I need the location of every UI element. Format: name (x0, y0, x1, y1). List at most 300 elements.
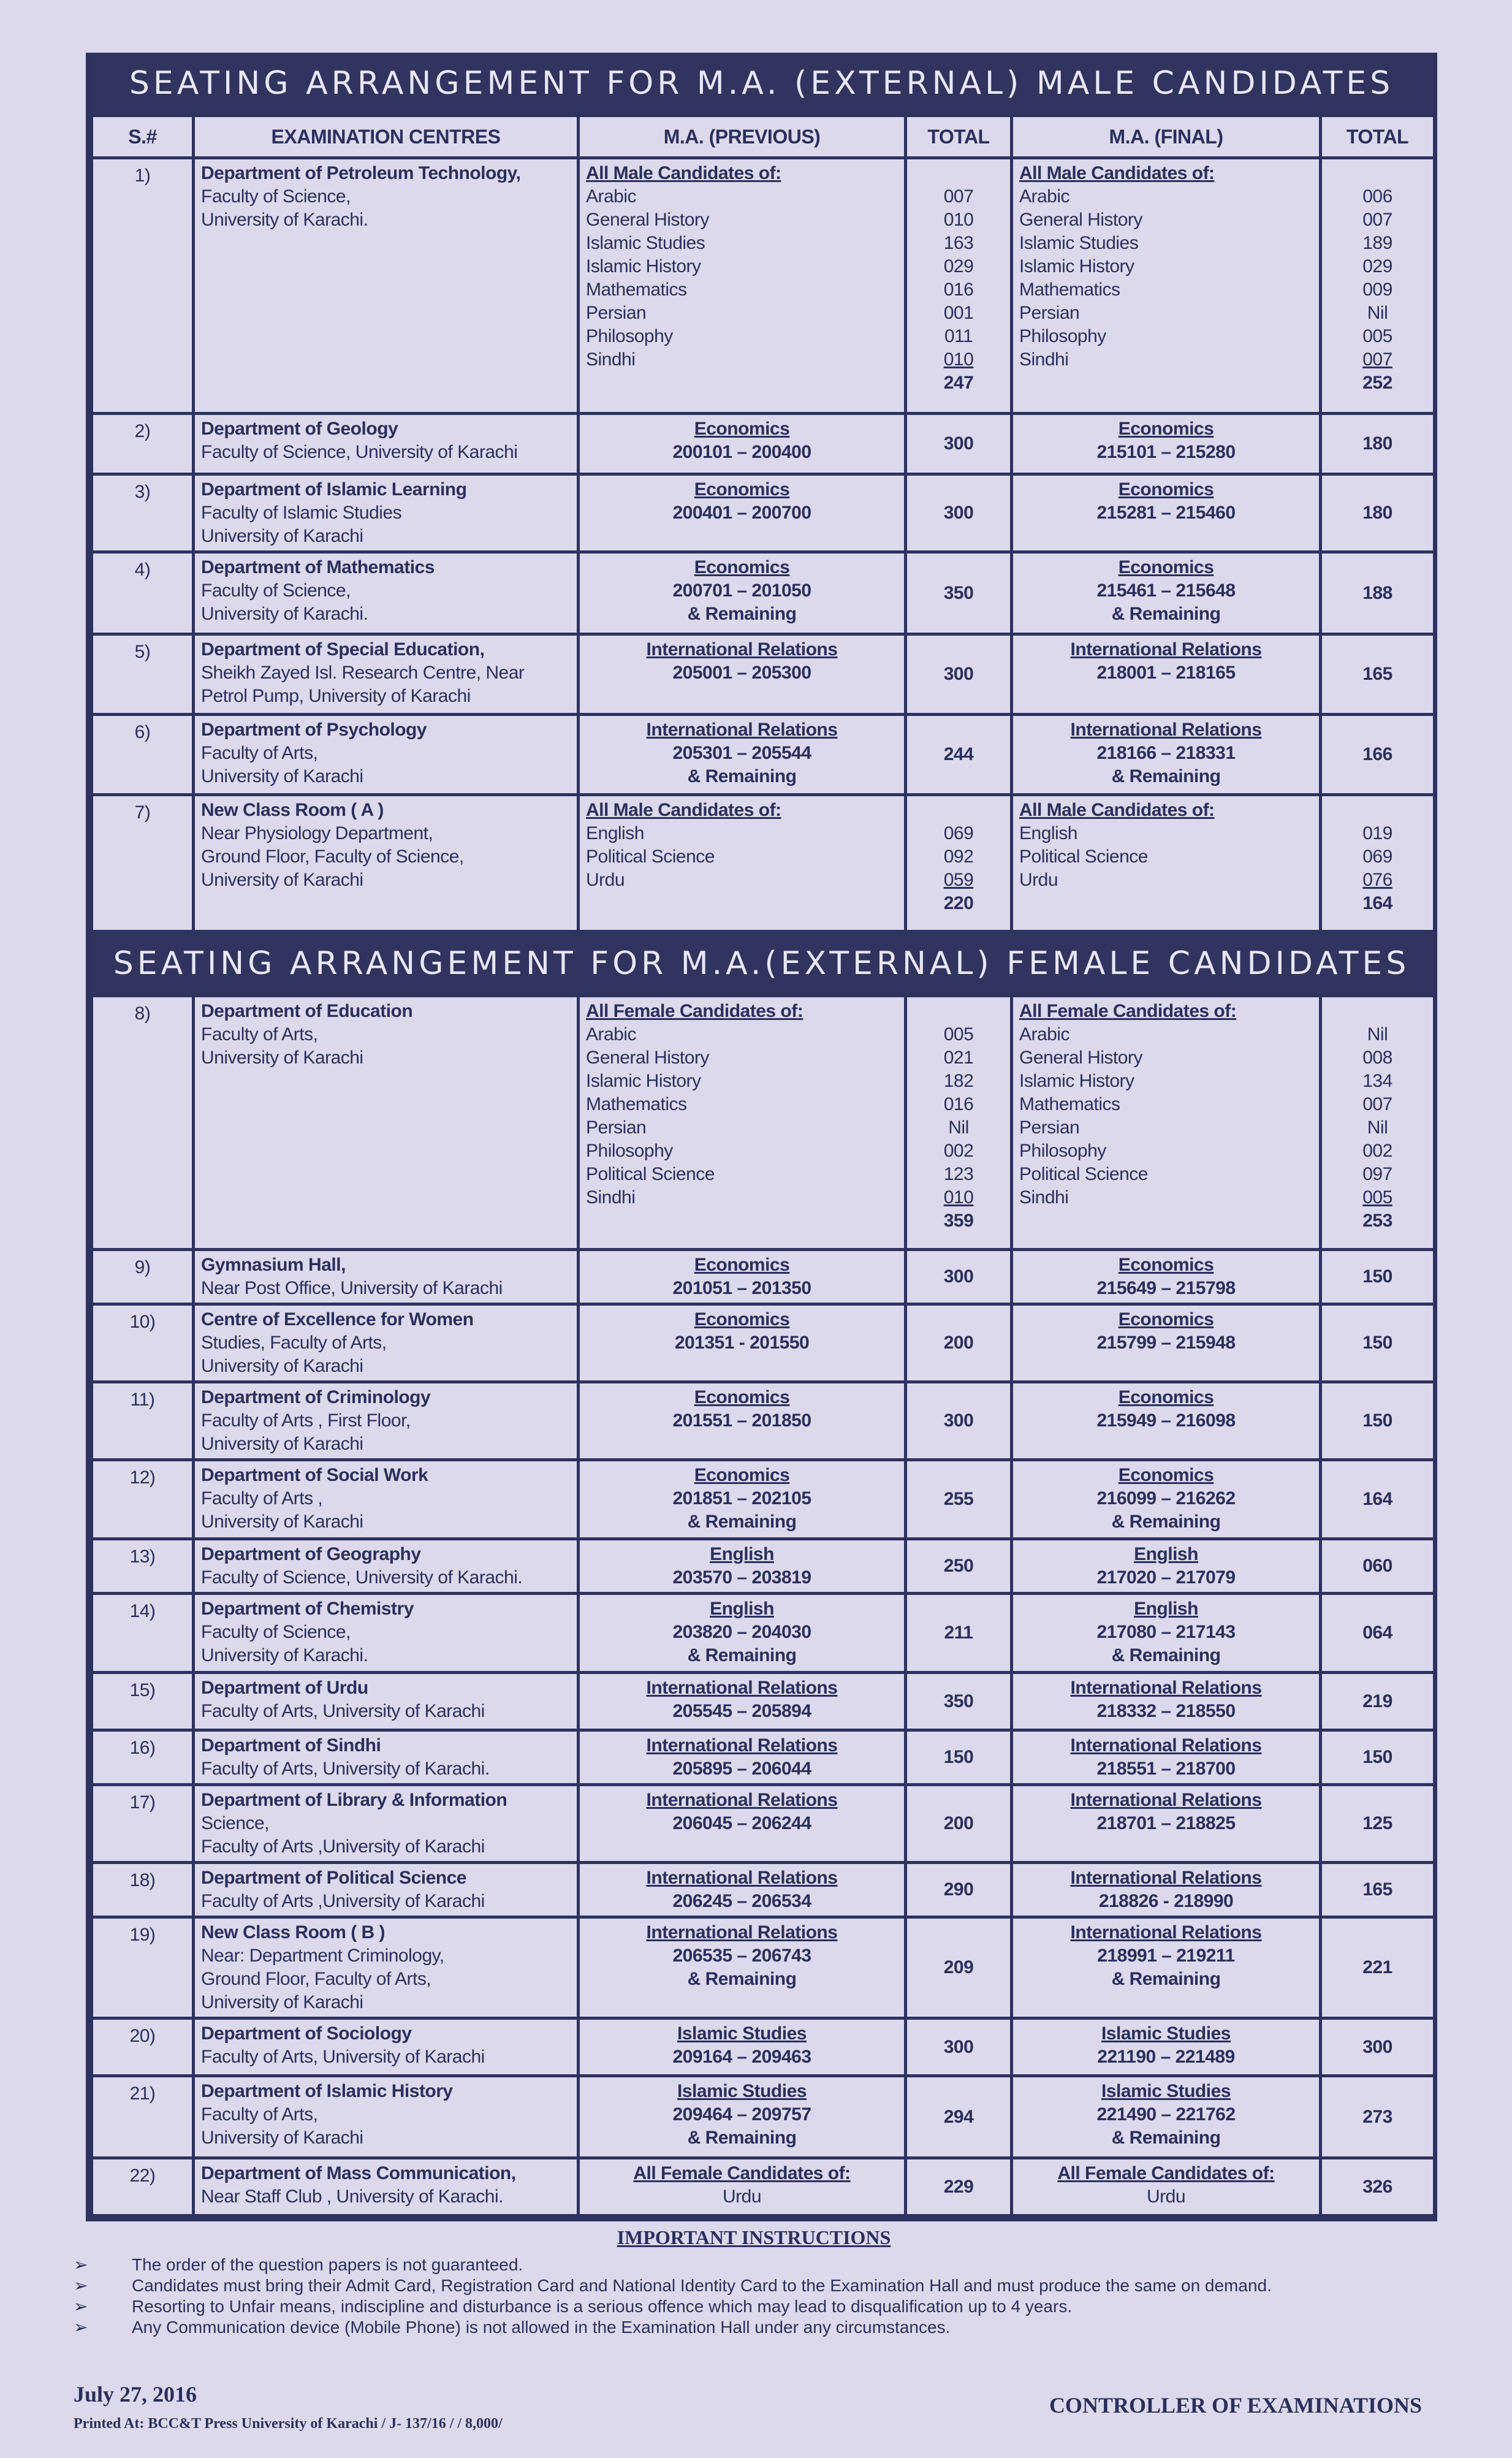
examination-centre (194, 2019, 579, 2076)
subject-name: Urdu (722, 2186, 762, 2207)
total-count: 150 (1362, 1747, 1392, 1767)
serial-number: 2) (92, 414, 194, 474)
centre-name: Department of Sindhi (201, 1735, 381, 1756)
ma-previous-cell (579, 1863, 906, 1917)
centre-name: Department of Psychology (201, 720, 427, 740)
male-section-title: SEATING ARRANGEMENT FOR M.A. (EXTERNAL) MALE CANDIDATES (90, 53, 1433, 114)
ma-final-cell (1012, 2076, 1321, 2158)
centre-address: Faculty of Arts, University of Karachi. (201, 1759, 490, 1779)
ma-final-cell (1012, 795, 1321, 932)
ma-final-cell (1012, 1304, 1321, 1382)
serial-number: 7) (92, 795, 194, 932)
ma-final-total (1321, 552, 1435, 634)
roll-number-range: 215799 – 215948 (1096, 1333, 1236, 1353)
ma-previous-cell (579, 414, 906, 474)
total-count: 150 (943, 1747, 974, 1767)
centre-address: University of Karachi (201, 1048, 363, 1068)
subject-name: Mathematics (586, 1094, 687, 1114)
footer-left (74, 2381, 503, 2433)
instruction-item (74, 2296, 1434, 2317)
header-centres: EXAMINATION CENTRES (194, 116, 579, 158)
subject-count: 134 (1362, 1071, 1392, 1091)
count-spacer (1328, 799, 1427, 822)
ma-previous-total (906, 2158, 1012, 2216)
ma-previous-total (906, 1250, 1012, 1304)
ma-final-total (1321, 2158, 1435, 2216)
ma-final-cell (1012, 715, 1321, 795)
total-count: 300 (943, 1410, 974, 1431)
centre-address: Faculty of Arts ,University of Karachi (201, 1891, 485, 1911)
examination-centre (194, 1382, 579, 1460)
ma-previous-cell (579, 996, 906, 1250)
serial-number: 22) (92, 2158, 194, 2216)
subject-name: Sindhi (586, 1187, 636, 1208)
table-row (92, 1917, 1435, 2019)
subject-name: Philosophy (1019, 1141, 1106, 1161)
instruction-text: Resorting to Unfair means, indiscipline and disturbance is a serious offence which may lead to disqualification up to 4 years. (132, 2297, 1073, 2316)
ma-final-cell (1012, 2158, 1321, 2216)
total-count: 150 (1362, 1410, 1392, 1431)
ma-previous-total (906, 1673, 1012, 1730)
ma-final-cell (1012, 1863, 1321, 1917)
centre-address: Sheikh Zayed Isl. Research Centre, Near (201, 663, 525, 683)
centre-name: Centre of Excellence for Women (201, 1309, 474, 1330)
total-count: 220 (943, 893, 974, 913)
ma-final-total (1321, 795, 1435, 932)
table-row (92, 2019, 1435, 2076)
ma-previous-cell (579, 1594, 906, 1673)
count-spacer (913, 799, 1004, 822)
centre-name: Department of Sociology (201, 2023, 412, 2044)
centre-address: Studies, Faculty of Arts, (201, 1333, 387, 1353)
subject-name: Sindhi (1019, 349, 1069, 370)
instruction-item (74, 2275, 1434, 2296)
ma-final-total (1321, 1730, 1435, 1785)
subject-count: Nil (948, 1117, 969, 1138)
subject-name: Arabic (586, 186, 637, 207)
table-row (92, 634, 1435, 715)
header-final: M.A. (FINAL) (1012, 116, 1321, 158)
total-count: 166 (1362, 744, 1392, 764)
centre-address: University of Karachi (201, 870, 363, 890)
examination-centre (194, 1539, 579, 1594)
total-count: 350 (943, 582, 974, 603)
column-heading: Economics (694, 1255, 790, 1275)
centre-address: University of Karachi (201, 1512, 363, 1532)
subject-name: General History (1019, 1048, 1142, 1068)
subject-name: Islamic History (1019, 1071, 1134, 1091)
subject-count: 029 (1362, 256, 1392, 276)
subject-name: Political Science (586, 847, 715, 867)
subject-name: English (1019, 823, 1077, 843)
subject-count: 010 (943, 1187, 974, 1208)
total-count: 350 (943, 1691, 974, 1711)
ma-final-total (1321, 2076, 1435, 2158)
subject-count: 006 (1362, 186, 1392, 207)
ma-previous-cell (579, 1382, 906, 1460)
column-heading: Economics (694, 1309, 790, 1330)
subject-count: 007 (1362, 210, 1392, 230)
roll-number-range: 217020 – 217079 (1096, 1567, 1236, 1588)
subject-name: Urdu (1146, 2186, 1186, 2207)
column-heading: International Relations (1070, 1790, 1262, 1810)
subject-name: Persian (586, 1117, 647, 1138)
ma-final-cell (1012, 996, 1321, 1250)
centre-address: Faculty of Science, University of Karachi (201, 442, 518, 462)
ma-previous-cell (579, 715, 906, 795)
subject-count: 021 (943, 1048, 974, 1068)
centre-address: Faculty of Arts , (201, 1488, 323, 1509)
table-row (92, 552, 1435, 634)
issue-date: July 27, 2016 (74, 2382, 197, 2407)
subject-count: 002 (1362, 1141, 1392, 1161)
ma-final-cell (1012, 414, 1321, 474)
centre-address: Ground Floor, Faculty of Science, (201, 847, 464, 867)
total-count: 326 (1362, 2176, 1392, 2197)
subject-name: General History (586, 1048, 709, 1068)
ma-final-total (1321, 1382, 1435, 1460)
ma-previous-total (906, 474, 1012, 552)
centre-address: Faculty of Islamic Studies (201, 503, 402, 523)
subject-count: 163 (943, 233, 974, 253)
serial-number: 3) (92, 474, 194, 552)
subject-name: Arabic (1019, 1024, 1070, 1044)
ma-previous-total (906, 414, 1012, 474)
count-spacer (1328, 162, 1427, 185)
column-heading: Economics (1118, 1255, 1214, 1275)
ma-previous-total (906, 1539, 1012, 1594)
ma-final-cell (1012, 1382, 1321, 1460)
subject-count: 029 (943, 256, 974, 276)
column-heading: Economics (694, 1465, 790, 1485)
subject-name: Urdu (1019, 870, 1058, 890)
ma-final-total (1321, 1785, 1435, 1863)
serial-number: 1) (92, 158, 194, 414)
examination-centre (194, 1863, 579, 1917)
ma-previous-cell (579, 1785, 906, 1863)
female-section-title: SEATING ARRANGEMENT FOR M.A.(EXTERNAL) FEMALE CANDIDATES (90, 933, 1433, 994)
subject-name: Sindhi (1019, 1187, 1069, 1208)
ma-final-cell (1012, 1785, 1321, 1863)
total-count: 255 (943, 1489, 974, 1509)
subject-count: 001 (943, 303, 974, 323)
roll-number-range: 218166 – 218331 (1096, 743, 1236, 763)
centre-address: Faculty of Science, University of Karachi. (201, 1567, 523, 1588)
total-count: 211 (944, 1623, 973, 1643)
column-heading: International Relations (1070, 1678, 1262, 1698)
column-heading: All Female Candidates of: (586, 1001, 803, 1021)
table-row (92, 1785, 1435, 1863)
roll-number-range: 217080 – 217143 (1096, 1622, 1236, 1642)
serial-number: 8) (92, 996, 194, 1250)
seating-arrangement-table (86, 53, 1437, 2221)
ma-final-total (1321, 715, 1435, 795)
examination-centre (194, 1594, 579, 1673)
subject-name: Persian (1019, 1117, 1080, 1138)
table-row (92, 2076, 1435, 2158)
total-count: 290 (943, 1879, 974, 1900)
roll-number-range: 215101 – 215280 (1096, 442, 1236, 462)
ma-previous-cell (579, 1304, 906, 1382)
printer-line: Printed At: BCC&T Press University of Karachi / J- 137/16 / / 8,000/ (74, 2416, 503, 2432)
column-heading: Economics (1118, 1387, 1214, 1407)
ma-final-total (1321, 158, 1435, 414)
ma-previous-total (906, 1304, 1012, 1382)
subject-count: 189 (1362, 233, 1392, 253)
subject-name: Mathematics (1019, 280, 1120, 300)
examination-centre (194, 552, 579, 634)
header-previous: M.A. (PREVIOUS) (579, 116, 906, 158)
centre-name: Department of Library & Information (201, 1790, 507, 1810)
ma-final-cell (1012, 1730, 1321, 1785)
subject-count: 019 (1362, 823, 1392, 843)
total-count: 300 (943, 433, 974, 454)
ma-previous-cell (579, 1539, 906, 1594)
ma-previous-total (906, 1460, 1012, 1539)
column-heading: Economics (694, 557, 790, 577)
centre-address: University of Karachi (201, 766, 363, 786)
centre-address: University of Karachi (201, 1356, 363, 1376)
subject-count: 005 (1362, 1187, 1392, 1208)
column-heading: Economics (1118, 557, 1214, 577)
ma-final-total (1321, 1863, 1435, 1917)
subject-count: 010 (943, 210, 974, 230)
roll-number-range: 206045 – 206244 (672, 1813, 811, 1833)
total-count: 150 (1362, 1333, 1392, 1353)
subject-count: 182 (943, 1071, 974, 1091)
subject-name: Islamic Studies (1019, 233, 1139, 253)
total-count: 165 (1362, 1879, 1392, 1900)
remaining-note: & Remaining (1111, 1645, 1221, 1665)
subject-name: Arabic (586, 1024, 637, 1044)
subject-count: 005 (1362, 326, 1392, 346)
ma-final-cell (1012, 1594, 1321, 1673)
instruction-text: Candidates must bring their Admit Card, Registration Card and National Identity Card to the Examination Hall and must produce the same on demand. (132, 2276, 1272, 2295)
roll-number-range: 206535 – 206743 (672, 1946, 811, 1966)
centre-name: Department of Urdu (201, 1678, 368, 1698)
ma-final-cell (1012, 474, 1321, 552)
subject-name: Persian (1019, 303, 1080, 323)
subject-count: 007 (1362, 349, 1392, 370)
subject-count: 076 (1362, 870, 1392, 890)
centre-name: Gymnasium Hall, (201, 1255, 346, 1275)
subject-count: 123 (943, 1164, 974, 1184)
total-count: 200 (943, 1813, 974, 1833)
subject-name: Sindhi (586, 349, 636, 370)
examination-centre (194, 795, 579, 932)
serial-number: 10) (92, 1304, 194, 1382)
column-heading: English (1134, 1544, 1198, 1564)
roll-number-range: 201851 – 202105 (672, 1488, 811, 1509)
centre-name: Department of Mass Communication, (201, 2163, 516, 2183)
ma-final-cell (1012, 1460, 1321, 1539)
table-row (92, 1594, 1435, 1673)
subject-name: Islamic History (1019, 256, 1134, 276)
table-row (92, 474, 1435, 552)
subject-name: Urdu (586, 870, 625, 890)
ma-previous-total (906, 996, 1012, 1250)
total-count: 060 (1362, 1556, 1392, 1576)
total-count: 244 (943, 744, 974, 764)
centre-address: Ground Floor, Faculty of Arts, (201, 1969, 431, 1989)
roll-number-range: 209464 – 209757 (672, 2104, 811, 2125)
subject-count: 016 (943, 1094, 974, 1114)
ma-previous-total (906, 158, 1012, 414)
column-heading: Economics (1118, 419, 1214, 439)
serial-number: 13) (92, 1539, 194, 1594)
roll-number-range: 205001 – 205300 (672, 663, 811, 683)
signatory: CONTROLLER OF EXAMINATIONS (1049, 2393, 1422, 2418)
centre-name: Department of Education (201, 1001, 413, 1021)
ma-final-total (1321, 1917, 1435, 2019)
column-heading: International Relations (646, 1922, 838, 1942)
female-table (90, 994, 1436, 2217)
column-heading: All Female Candidates of: (633, 2163, 851, 2183)
total-count: 253 (1362, 1211, 1392, 1231)
ma-final-total (1321, 634, 1435, 715)
examination-centre (194, 1917, 579, 2019)
serial-number: 12) (92, 1460, 194, 1539)
ma-previous-total (906, 1785, 1012, 1863)
roll-number-range: 205895 – 206044 (672, 1759, 811, 1779)
centre-address: Near Physiology Department, (201, 823, 433, 843)
ma-previous-cell (579, 1730, 906, 1785)
ma-final-cell (1012, 552, 1321, 634)
subject-name: Political Science (1019, 847, 1148, 867)
centre-address: Faculty of Science, (201, 580, 351, 601)
ma-previous-total (906, 715, 1012, 795)
subject-count: 005 (943, 1024, 974, 1044)
roll-number-range: 215649 – 215798 (1096, 1278, 1236, 1298)
total-count: 064 (1362, 1623, 1392, 1643)
subject-name: Political Science (1019, 1164, 1148, 1184)
instructions-title: IMPORTANT INSTRUCTIONS (617, 2226, 891, 2248)
examination-centre (194, 1304, 579, 1382)
centre-name: Department of Islamic Learning (201, 479, 467, 500)
subject-count: 010 (943, 349, 974, 370)
roll-number-range: 201351 - 201550 (674, 1333, 810, 1353)
roll-number-range: 209164 – 209463 (672, 2047, 811, 2067)
table-row (92, 1250, 1435, 1304)
centre-address: University of Karachi (201, 1434, 363, 1454)
serial-number: 19) (92, 1917, 194, 2019)
total-count: 150 (1362, 1266, 1392, 1287)
remaining-note: & Remaining (1111, 2128, 1221, 2148)
male-table (90, 114, 1436, 933)
table-row (92, 996, 1435, 1250)
column-heading: English (1134, 1599, 1198, 1619)
total-count: 188 (1362, 582, 1392, 603)
serial-number: 18) (92, 1863, 194, 1917)
ma-previous-cell (579, 1460, 906, 1539)
total-count: 180 (1362, 433, 1392, 454)
table-row (92, 1382, 1435, 1460)
examination-centre (194, 2158, 579, 2216)
examination-centre (194, 1673, 579, 1730)
total-count: 164 (1362, 1489, 1392, 1509)
subject-count: 007 (943, 186, 974, 207)
serial-number: 5) (92, 634, 194, 715)
ma-final-total (1321, 996, 1435, 1250)
ma-final-cell (1012, 1917, 1321, 2019)
column-heading: International Relations (646, 1678, 838, 1698)
examination-centre (194, 414, 579, 474)
total-count: 252 (1362, 373, 1392, 393)
column-heading: International Relations (1070, 1868, 1262, 1888)
subject-name: Islamic History (586, 256, 701, 276)
important-instructions (74, 2225, 1434, 2338)
instruction-text: Any Communication device (Mobile Phone) is not allowed in the Examination Hall under any circumstances. (132, 2318, 951, 2337)
ma-final-cell (1012, 1539, 1321, 1594)
ma-final-total (1321, 1304, 1435, 1382)
roll-number-range: 215949 – 216098 (1096, 1410, 1236, 1431)
roll-number-range: 203570 – 203819 (672, 1567, 811, 1588)
roll-number-range: 218991 – 219211 (1097, 1946, 1235, 1966)
ma-previous-total (906, 634, 1012, 715)
total-count: 200 (943, 1333, 974, 1353)
centre-address: Faculty of Arts, (201, 743, 318, 763)
ma-previous-cell (579, 2076, 906, 2158)
column-heading: International Relations (1070, 639, 1262, 660)
ma-final-cell (1012, 2019, 1321, 2076)
subject-count: 092 (943, 847, 974, 867)
column-heading: Islamic Studies (1101, 2023, 1231, 2044)
subject-count: 016 (943, 280, 974, 300)
roll-number-range: 200401 – 200700 (672, 503, 811, 523)
subject-count: 009 (1362, 280, 1392, 300)
centre-name: Department of Special Education, (201, 639, 485, 660)
roll-number-range: 218826 - 218990 (1098, 1891, 1234, 1911)
column-heading: Islamic Studies (1101, 2081, 1231, 2101)
table-row (92, 1863, 1435, 1917)
remaining-note: & Remaining (687, 766, 797, 786)
remaining-note: & Remaining (687, 1645, 797, 1665)
ma-previous-total (906, 1917, 1012, 2019)
centre-address: Near Post Office, University of Karachi (201, 1278, 503, 1298)
column-heading: Economics (1118, 1465, 1214, 1485)
centre-name: Department of Islamic History (201, 2081, 453, 2101)
column-heading: Economics (694, 479, 790, 500)
arrow-bullet-icon: ➢ (74, 2276, 88, 2295)
centre-address: University of Karachi (201, 526, 363, 546)
centre-address: Faculty of Arts , First Floor, (201, 1410, 411, 1431)
column-heading: English (710, 1599, 774, 1619)
subject-name: Philosophy (1019, 326, 1106, 346)
total-count: 300 (943, 1266, 974, 1287)
column-heading: All Male Candidates of: (586, 163, 781, 183)
ma-previous-cell (579, 2158, 906, 2216)
roll-number-range: 203820 – 204030 (672, 1622, 811, 1642)
remaining-note: & Remaining (1111, 1512, 1221, 1532)
serial-number: 14) (92, 1594, 194, 1673)
column-heading: Economics (694, 419, 790, 439)
column-heading: International Relations (1070, 1735, 1262, 1756)
remaining-note: & Remaining (1111, 604, 1221, 624)
centre-address: Near: Department Criminology, (201, 1946, 444, 1966)
total-count: 294 (943, 2106, 974, 2127)
roll-number-range: 201051 – 201350 (672, 1278, 811, 1298)
footer (74, 2381, 1422, 2433)
centre-address: Petrol Pump, University of Karachi (201, 686, 471, 706)
total-count: 250 (943, 1556, 974, 1576)
ma-previous-cell (579, 474, 906, 552)
table-row (92, 1730, 1435, 1785)
centre-address: Faculty of Arts, (201, 2104, 318, 2125)
serial-number: 21) (92, 2076, 194, 2158)
column-heading: All Male Candidates of: (1019, 800, 1215, 820)
subject-name: Philosophy (586, 326, 673, 346)
total-count: 300 (943, 503, 974, 523)
